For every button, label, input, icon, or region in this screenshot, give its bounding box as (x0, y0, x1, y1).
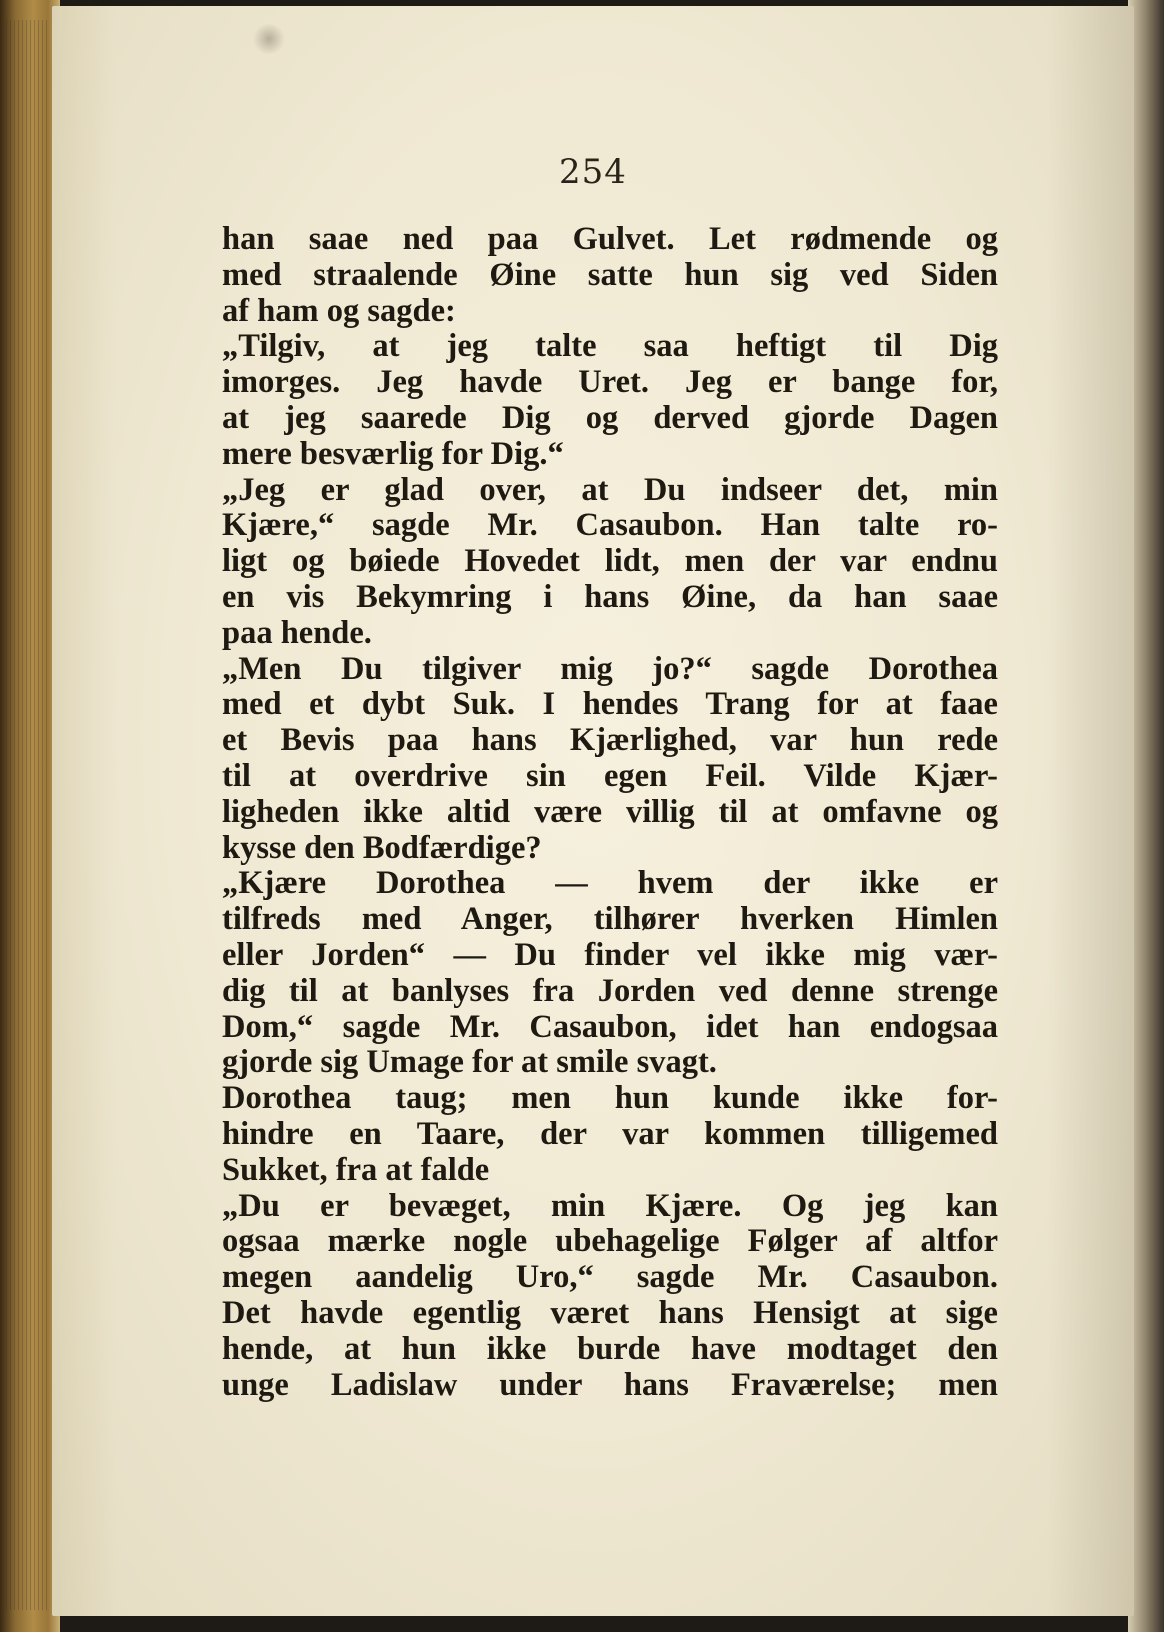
page-number: 254 (559, 152, 627, 192)
text-line: paa hende. (222, 614, 372, 651)
text-line: Det havde egentlig været hans Hensigt at sige (222, 1294, 998, 1331)
text-line: hende, at hun ikke burde have modtaget den (222, 1330, 998, 1367)
text-line: dig til at banlyses fra Jorden ved denne strenge (222, 972, 998, 1009)
text-line: megen aandelig Uro,“ sagde Mr. Casaubon. (222, 1259, 998, 1296)
body-text (222, 222, 998, 1403)
text-line: ligheden ikke altid være villig til at omfavne og (222, 793, 998, 830)
book-spine-edge (0, 0, 60, 1632)
text-line: „Du er bevæget, min Kjære. Og jeg kan (222, 1187, 998, 1224)
text-line: med et dybt Suk. I hendes Trang for at faae (222, 686, 998, 723)
text-line: kysse den Bodfærdige? (222, 829, 542, 866)
text-line: ogsaa mærke nogle ubehagelige Følger af altfor (222, 1223, 998, 1260)
text-line: ligt og bøiede Hovedet lidt, men der var endnu (222, 543, 998, 580)
text-line: Sukket, fra at falde (222, 1151, 490, 1188)
text-line: med straalende Øine satte hun sig ved Siden (222, 256, 998, 293)
text-line: Dom,“ sagde Mr. Casaubon, idet han endogsaa (222, 1008, 998, 1045)
text-line: tilfreds med Anger, tilhører hverken Himlen (222, 901, 998, 938)
text-line: at jeg saarede Dig og derved gjorde Dagen (222, 399, 998, 436)
text-line: „Men Du tilgiver mig jo?“ sagde Dorothea (222, 650, 998, 687)
text-line: „Tilgiv, at jeg talte saa heftigt til Dig (222, 328, 998, 365)
text-line: en vis Bekymring i hans Øine, da han saae (222, 578, 998, 615)
page-edges-texture (6, 20, 50, 1610)
text-line: hindre en Taare, der var kommen tilligemed (222, 1115, 998, 1152)
text-line: unge Ladislaw under hans Fraværelse; men (222, 1366, 998, 1403)
text-line: af ham og sagde: (222, 292, 456, 329)
text-line: han saae ned paa Gulvet. Let rødmende og (222, 221, 998, 257)
text-line: eller Jorden“ — Du finder vel ikke mig vær- (222, 936, 998, 973)
text-line: Dorothea taug; men hun kunde ikke for- (222, 1080, 998, 1117)
text-line: imorges. Jeg havde Uret. Jeg er bange for, (222, 364, 998, 401)
paper-stain (252, 24, 286, 54)
text-line: „Jeg er glad over, at Du indseer det, min (222, 471, 998, 508)
text-line: et Bevis paa hans Kjærlighed, var hun rede (222, 722, 998, 759)
text-line: mere besværlig for Dig.“ (222, 435, 564, 472)
text-line: gjorde sig Umage for at smile svagt. (222, 1044, 717, 1081)
text-line: til at overdrive sin egen Feil. Vilde Kjær- (222, 757, 998, 794)
text-line: „Kjære Dorothea — hvem der ikke er (222, 865, 998, 902)
text-line: Kjære,“ sagde Mr. Casaubon. Han talte ro- (222, 507, 998, 544)
